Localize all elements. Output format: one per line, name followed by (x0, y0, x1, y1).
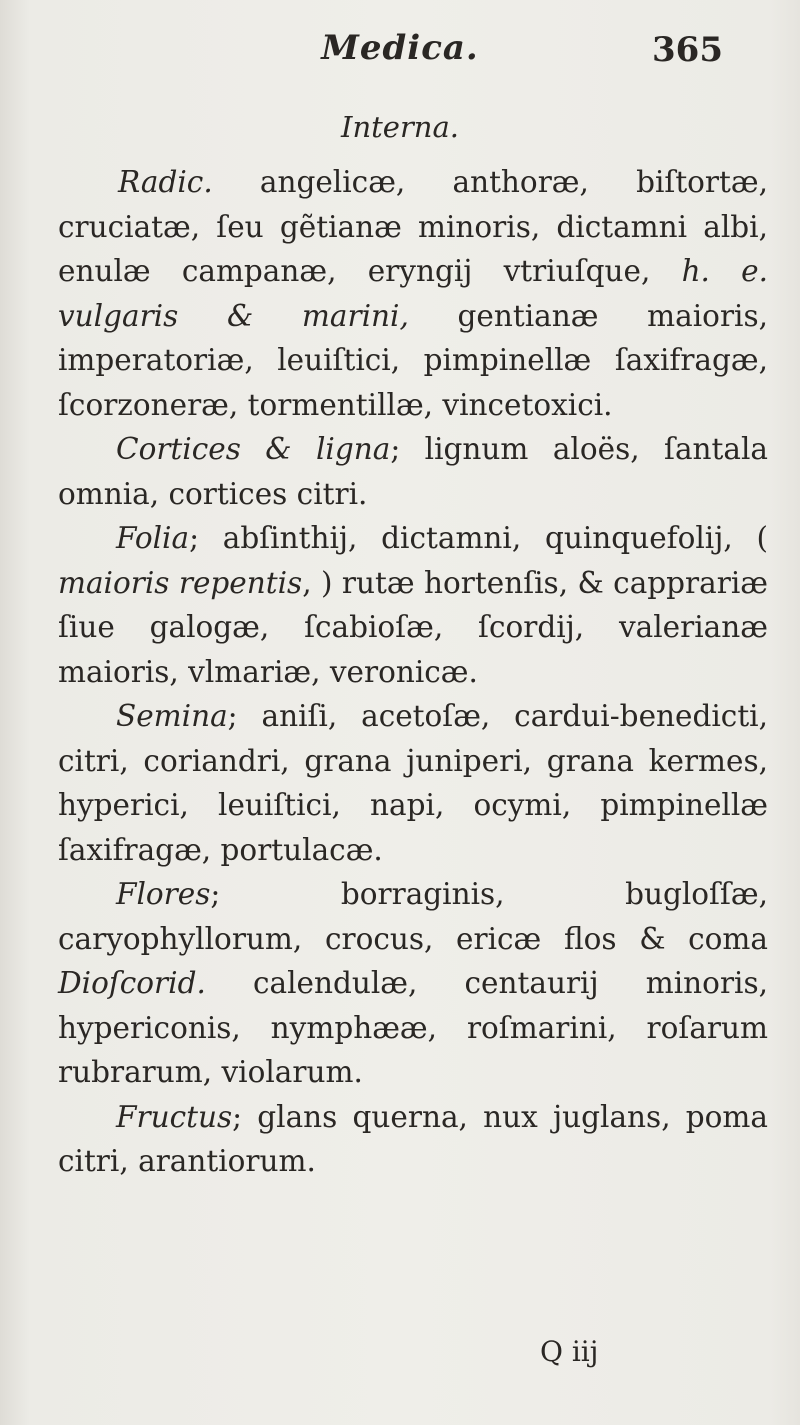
body-text (58, 160, 768, 1184)
paragraph-italic: h. e. vulgaris & marini, (58, 254, 768, 333)
paragraph-text: ; aniſi, acetoſæ, cardui-benedicti, citri, coriandri, grana juniperi, grana kermes, hyperici, leuiſtici, napi, ocymi, pimpinellæ ſaxifragæ, portulacæ. (58, 699, 768, 867)
paragraph-lead: Fructus (116, 1099, 233, 1134)
paragraph-italic: Dioſcorid. (58, 966, 206, 1000)
paragraph-radices (58, 160, 768, 427)
paragraph-lead: Semina (116, 699, 228, 733)
paragraph-text: ; abſinthij, dictamni, quinquefolij, ( (189, 521, 768, 555)
paragraph-lead: Folia (116, 521, 190, 555)
paragraph-tail: calendulæ, centaurij minoris, hypericonis, nymphææ, roſmarini, roſarum rubrarum, violarum. (58, 966, 768, 1089)
page-number: 365 (652, 30, 723, 70)
paragraph-cortices (58, 427, 768, 516)
paragraph-text: ; glans querna, nux juglans, poma citri, arantiorum. (58, 1099, 768, 1178)
section-title: Interna. (341, 110, 459, 144)
paragraph-tail: , ) rutæ hortenſis, & capprariæ ſiue galogæ, ſcabioſæ, ſcordij, valerianæ maioris, vlmariæ, veronicæ. (58, 565, 768, 689)
paragraph-lead: Flores (116, 877, 211, 911)
paragraph-semina (58, 694, 768, 872)
paragraph-fructus (58, 1095, 768, 1184)
running-head: Medica. (321, 28, 479, 68)
paragraph-tail: gentianæ maioris, imperatoriæ, leuiſtici, pimpinellæ ſaxifragæ, ſcorzoneræ, tormentillæ, vincetoxici. (58, 298, 768, 422)
paragraph-text: angelicæ, anthoræ, biſtortæ, cruciatæ, ſeu gẽtianæ minoris, dictamni albi, enulæ campanæ, eryngij vtriuſque, (58, 165, 768, 288)
paragraph-flores (58, 872, 768, 1095)
signature-mark: Q iij (540, 1335, 599, 1368)
paragraph-text: ; lignum aloës, ſantala omnia, cortices citri. (58, 432, 768, 511)
paragraph-text: ; borraginis, bugloſſæ, caryophyllorum, crocus, ericæ flos & coma (58, 877, 768, 956)
paragraph-folia (58, 516, 768, 694)
paragraph-lead: Cortices & ligna (116, 432, 391, 466)
paragraph-italic: maioris repentis (58, 565, 303, 600)
paragraph-lead: Radic. (118, 165, 213, 199)
